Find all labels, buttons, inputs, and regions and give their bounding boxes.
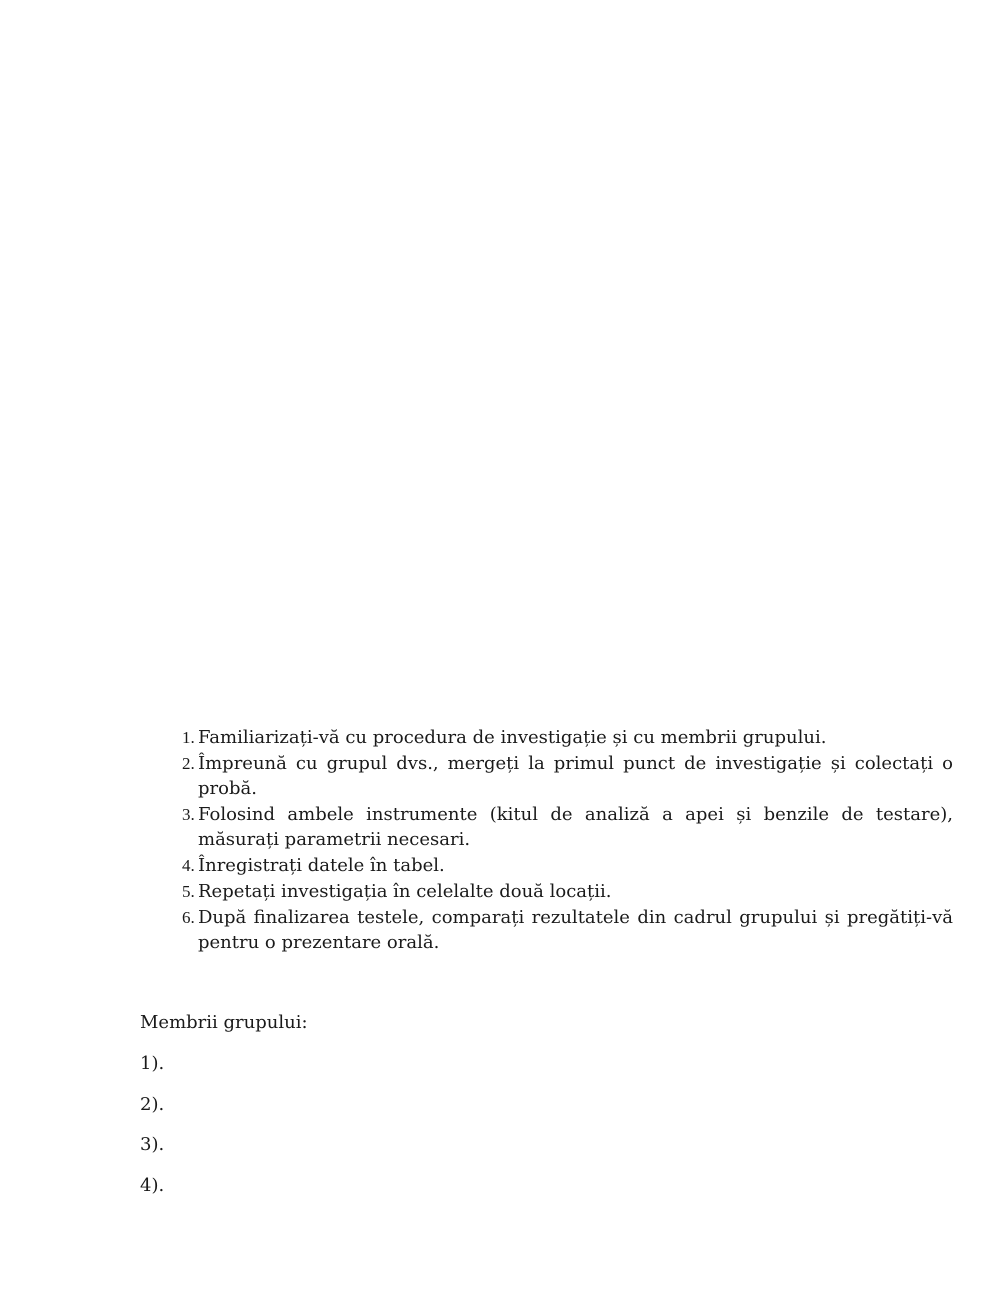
member-line: 3). [140,1134,165,1155]
step-number: 1. [182,728,195,747]
instruction-step [140,751,953,801]
member-line: 4). [140,1174,165,1196]
step-text: Împreună cu grupul dvs., mergeți la primul punct de investigație și colectați o probă. [198,753,953,799]
step-number: 4. [182,856,195,875]
instruction-step [140,879,953,904]
step-number: 2. [182,754,195,773]
step-number: 5. [182,882,195,901]
step-number: 6. [182,908,195,927]
instruction-step [140,853,953,878]
step-text: Folosind ambele instrumente (kitul de analiză a apei și benzile de testare), măsurați parametrii necesari. [198,804,953,850]
instruction-step [140,905,953,955]
group-members-section [140,1010,308,1213]
step-text: Familiarizați-vă cu procedura de investigație și cu membrii grupului. [198,727,827,748]
member-line: 1). [140,1053,165,1074]
instruction-step [140,802,953,852]
step-text: Repetați investigația în celelalte două locații. [198,881,612,902]
step-text: Înregistrați datele în tabel. [198,855,445,876]
step-number: 3. [182,805,195,824]
member-line: 2). [140,1093,165,1115]
instruction-step [140,725,953,750]
step-text: După finalizarea testele, comparați rezultatele din cadrul grupului și pregătiți-vă pentru o prezentare orală. [198,907,953,953]
members-title: Membrii grupului: [140,1012,308,1033]
instruction-list [140,725,953,956]
